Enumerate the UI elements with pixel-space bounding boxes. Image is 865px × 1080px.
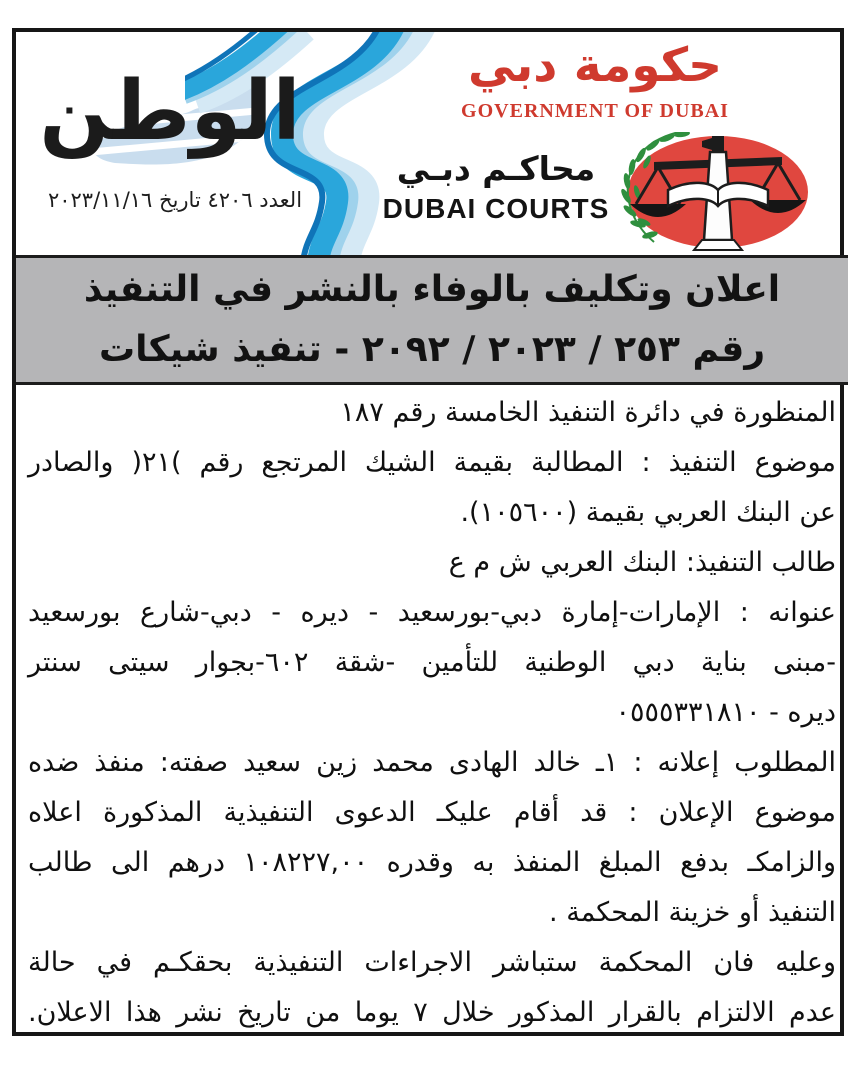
alwatan-masthead-logo: الوطن bbox=[39, 64, 301, 159]
body-line: المطلوب إعلانه : ١ـ خالد الهادى محمد زين سعيد صفته: منفذ ضده bbox=[28, 747, 836, 778]
body-line: -مبنى بناية دبي الوطنية للتأمين -شقة ٦٠٢-بجوار سيتى سنتر bbox=[28, 647, 837, 678]
courts-english-label: DUBAI COURTS bbox=[382, 193, 610, 224]
dubai-courts-emblem-icon bbox=[616, 132, 812, 252]
body-line: التنفيذ أو خزينة المحكمة . bbox=[549, 897, 836, 928]
body-line: موضوع التنفيذ : المطالبة بقيمة الشيك المرتجع رقم )٢١( والصادر bbox=[28, 447, 836, 478]
notice-title-line1: اعلان وتكليف بالوفاء بالنشر في التنفيذ bbox=[83, 269, 781, 310]
courts-arabic-label: محاكـم دبـي bbox=[396, 149, 596, 188]
body-line: عن البنك العربي بقيمة (١٠٥٦٠٠). bbox=[460, 497, 836, 528]
issue-date-line: العدد ٤٢٠٦ تاريخ ٢٠٢٣/١١/١٦ bbox=[47, 188, 303, 212]
government-of-dubai-logo bbox=[425, 34, 765, 123]
body-line: موضوع الإعلان : قد أقام عليكـ الدعوى التنفيذية المذكورة اعلاه bbox=[28, 797, 836, 828]
body-line: ديره - ٠٥٥٥٣٣١٨١٠ bbox=[615, 697, 836, 728]
gov-arabic-calligraphy: حكومة دبي bbox=[468, 38, 722, 93]
dubai-courts-logo bbox=[376, 146, 616, 226]
notice-title-band bbox=[16, 255, 848, 385]
body-line: عنوانه : الإمارات-إمارة دبي-بورسعيد - ديره - دبي-شارع بورسعيد bbox=[28, 597, 836, 628]
notice-title-line2: رقم ٢٥٣ / ٢٠٢٣ / ٢٠٩٢ - تنفيذ شيكات bbox=[98, 329, 766, 370]
gov-english-label: GOVERNMENT OF DUBAI bbox=[461, 100, 729, 122]
body-line: عدم الالتزام بالقرار المذكور خلال ٧ يوما من تاريخ نشر هذا الاعلان. bbox=[28, 997, 836, 1028]
body-line: المنظورة في دائرة التنفيذ الخامسة رقم ١٨٧ bbox=[340, 397, 836, 428]
body-line: وعليه فان المحكمة ستباشر الاجراءات التنفيذية بحقكـم في حالة bbox=[28, 947, 836, 978]
body-line: طالب التنفيذ: البنك العربي ش م ع bbox=[448, 547, 836, 578]
notice-body bbox=[16, 388, 848, 1038]
body-line: والزامكـ بدفع المبلغ المنفذ به وقدره ١٠٨٢٢٧,٠٠ درهم الى طالب bbox=[28, 847, 836, 878]
